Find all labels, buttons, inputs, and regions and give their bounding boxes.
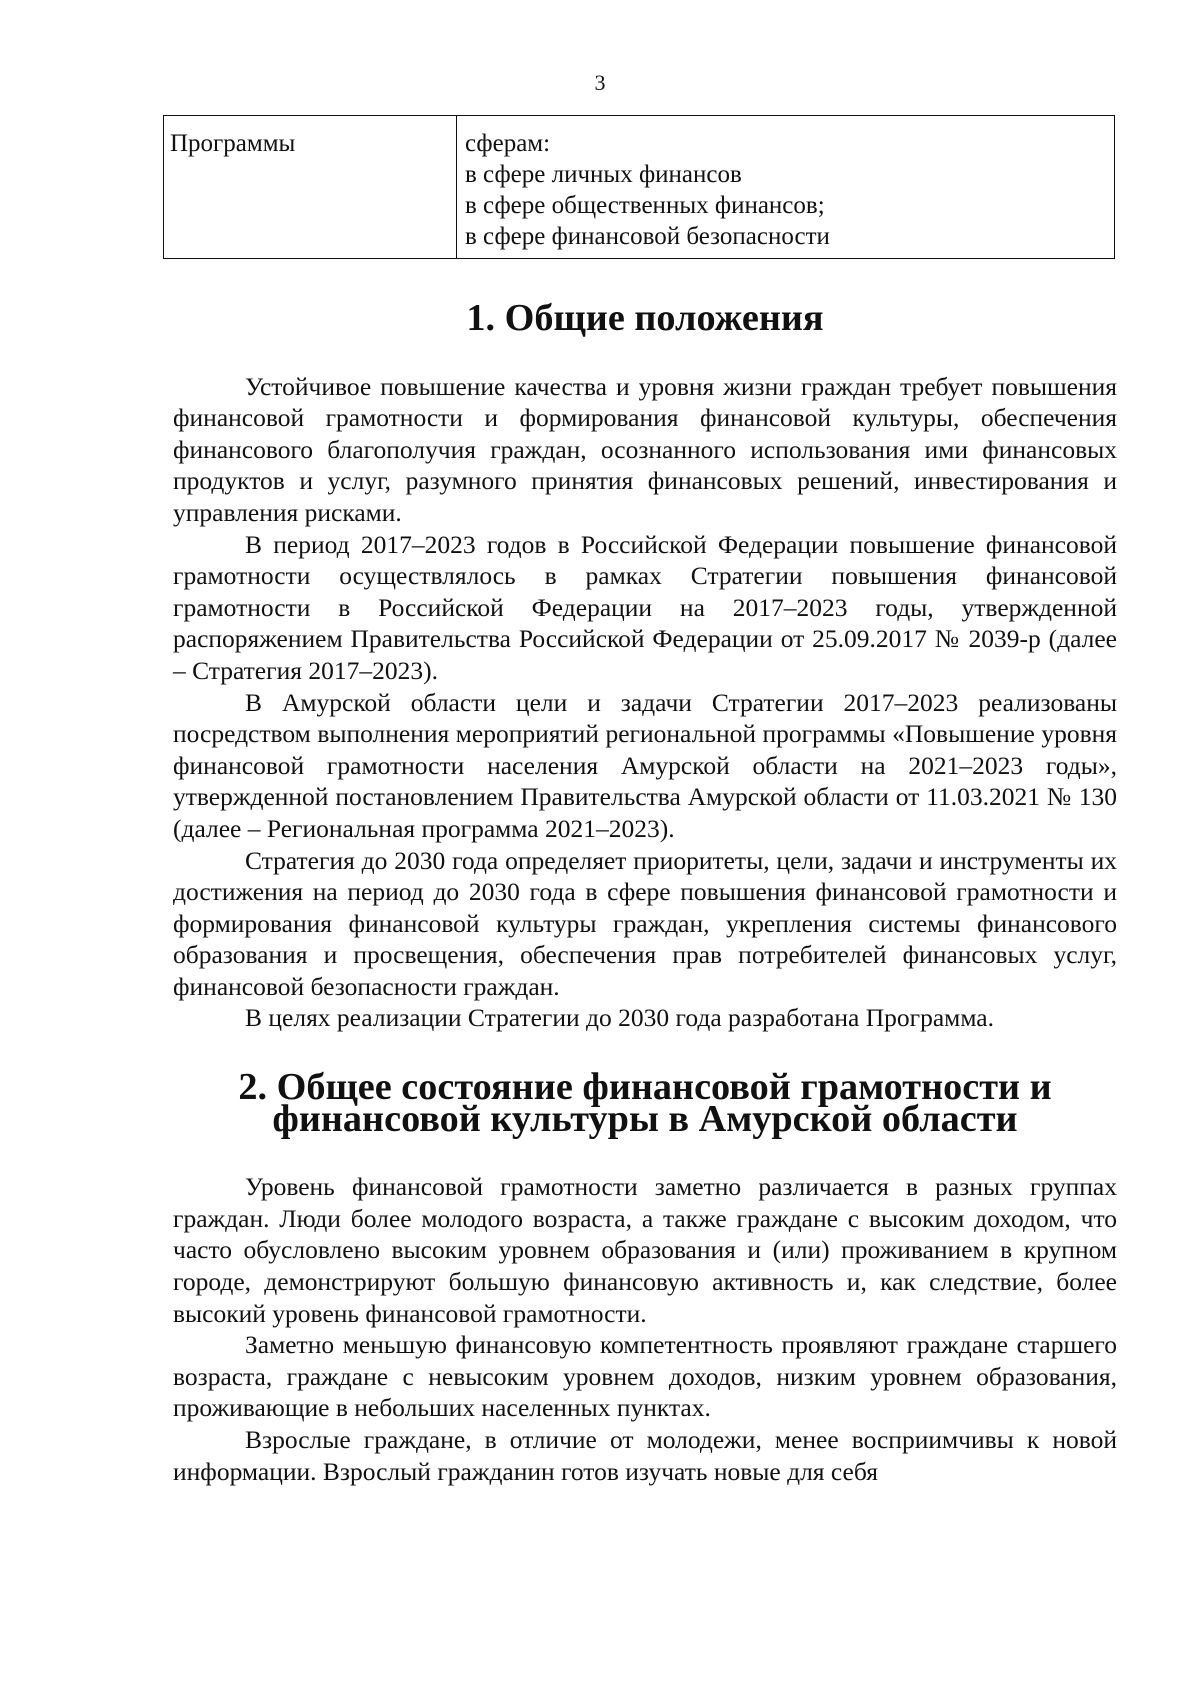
document-body bbox=[173, 297, 1117, 1487]
program-passport-table bbox=[163, 115, 1115, 259]
table-row bbox=[164, 116, 1115, 259]
paragraph: В период 2017–2023 годов в Российской Федерации повышение финансовой грамотности осуществлялось в рамках Стратегии повышения финансовой грамотности в Российской Федерации на 2017–2023 годы, утвержденной распоряжением Правительства Российской Федерации от 25.09.2017 № 2039-р (далее – Стратегия 2017–2023). bbox=[173, 529, 1117, 685]
paragraph: Заметно меньшую финансовую компетентность проявляют граждане старшего возраста, граждане с невысоким уровнем доходов, низким уровнем образования, проживающие в небольших населенных пунктах. bbox=[173, 1330, 1117, 1423]
table-cell-line: в сфере общественных финансов; bbox=[465, 192, 825, 219]
paragraph: В Амурской области цели и задачи Стратегии 2017–2023 реализованы посредством выполнения мероприятий региональной программы «Повышение уровня финансовой грамотности населения Амурской области на 2021–2023 годы», утвержденной постановлением Правительства Амурской области от 11.03.2021 № 130 (далее – Региональная программа 2021–2023). bbox=[173, 687, 1117, 843]
page-number: 3 bbox=[594, 70, 606, 95]
heading-line: финансовой культуры в Амурской области bbox=[272, 1097, 1018, 1140]
paragraph: Устойчивое повышение качества и уровня жизни граждан требует повышения финансовой грамотности и формирования финансовой культуры, обеспечения финансового благополучия граждан, осознанного использования ими финансовых продуктов и услуг, разумного принятия финансовых решений, инвестирования и управления рисками. bbox=[173, 371, 1117, 527]
section-heading-general-provisions bbox=[173, 297, 1117, 339]
table-cell-label: Программы bbox=[164, 116, 457, 259]
table-cell-line: в сфере финансовой безопасности bbox=[465, 223, 830, 250]
paragraph: Взрослые граждане, в отличие от молодежи, менее восприимчивы к новой информации. Взрослый гражданин готов изучать новые для себя bbox=[173, 1425, 1117, 1486]
table-cell-line: сферам: bbox=[465, 130, 551, 157]
table-cell-value bbox=[457, 116, 1115, 259]
heading-line: 2. Общее состояние финансовой грамотности и bbox=[238, 1066, 1052, 1109]
table-cell-line: в сфере личных финансов bbox=[465, 161, 742, 188]
section-heading-general-state bbox=[173, 1066, 1117, 1140]
paragraph: Стратегия до 2030 года определяет приоритеты, цели, задачи и инструменты их достижения на период до 2030 года в сфере повышения финансовой грамотности и формирования финансовой культуры граждан, укрепления системы финансового образования и просвещения, обеспечения прав потребителей финансовых услуг, финансовой безопасности граждан. bbox=[173, 845, 1117, 1001]
paragraph: В целях реализации Стратегии до 2030 года разработана Программа. bbox=[245, 1003, 994, 1033]
heading-line: 1. Общие положения bbox=[466, 297, 824, 339]
paragraph: Уровень финансовой грамотности заметно различается в разных группах граждан. Люди более молодого возраста, а также граждане с высоким доходом, что часто обусловлено высоким уровнем образования и (или) проживанием в крупном городе, демонстрируют большую финансовую активность и, как следствие, более высокий уровень финансовой грамотности. bbox=[173, 1172, 1117, 1328]
